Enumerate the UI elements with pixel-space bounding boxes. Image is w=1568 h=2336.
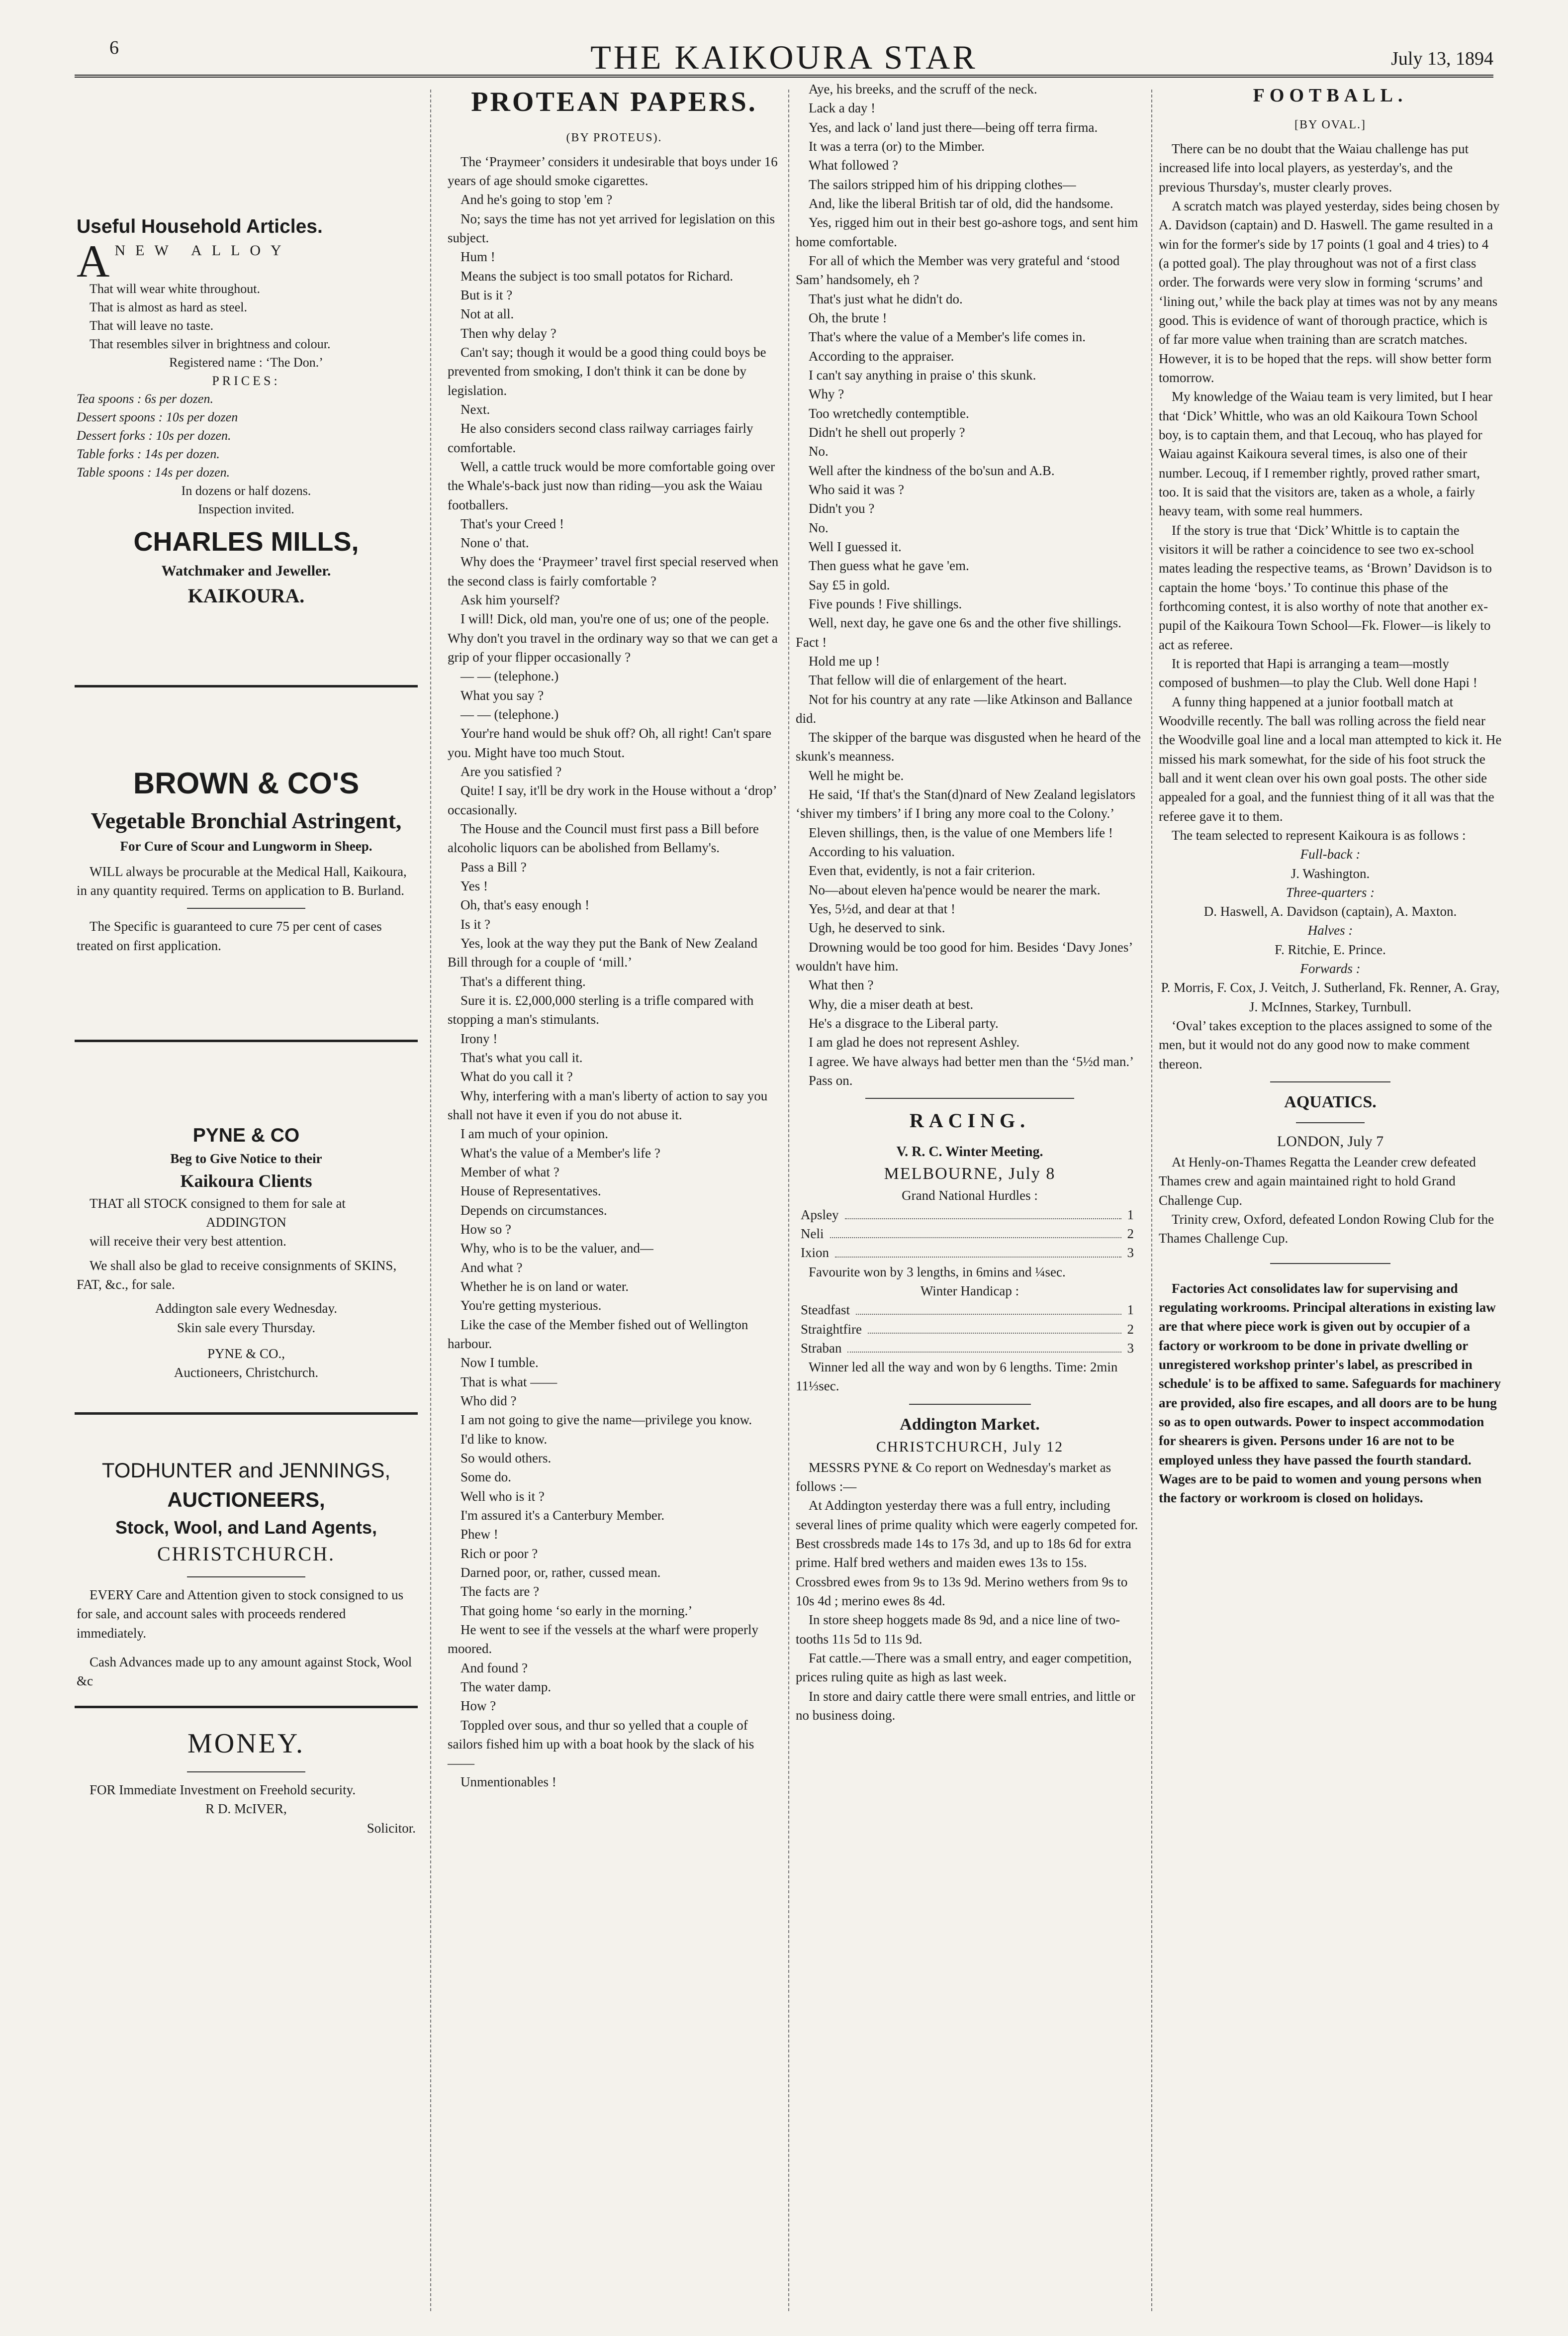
leader-dots — [847, 1339, 1121, 1353]
article-paragraph: Like the case of the Member fished out of Wellington harbour. — [448, 1317, 748, 1351]
race-note: Winner led all the way and won by 6 lengths. Time: 2min 11⅓sec. — [796, 1360, 1118, 1394]
article-paragraph: But is it ? — [461, 287, 513, 302]
article-paragraph: Why, who is to be the valuer, and— — [461, 1241, 653, 1256]
horse-name: Steadfast — [801, 1302, 850, 1318]
horse-name: Apsley — [801, 1207, 839, 1222]
article-paragraph: Toppled over sous, and thur so yelled that a couple of sailors fished him up with a boat hook by the slack of his—— — [448, 1717, 754, 1771]
article-paragraph: According to the appraiser. — [809, 348, 954, 364]
article-paragraph: I'd like to know. — [461, 1431, 548, 1447]
brown-co-ad — [75, 698, 418, 955]
advertiser-name: PYNE & CO — [192, 1124, 300, 1146]
ad-divider — [75, 1412, 418, 1415]
article-paragraph: That fellow will die of enlargement of the heart. — [809, 673, 1067, 688]
article-paragraph: — — (telephone.) — [461, 707, 559, 722]
newspaper-title: THE KAIKOURA STAR — [590, 38, 978, 76]
ad-line: That will leave no taste. — [90, 318, 214, 333]
advertisements-column — [75, 80, 418, 2316]
article-paragraph: Fat cattle.—There was a small entry, and eager competition, prices ruling quite as high as last week. — [796, 1650, 1132, 1685]
ad-text: WILL always be procurable at the Medical Hall, Kaikoura, in any quantity required. Terms on application to B. Burland. — [77, 864, 407, 898]
dateline: CHRISTCHURCH, July 12 — [876, 1439, 1064, 1456]
lineup-line: F. Ritchie, E. Prince. — [1275, 942, 1386, 957]
section-rule — [1270, 1081, 1390, 1082]
ad-clients: Kaikoura Clients — [180, 1170, 312, 1191]
article-paragraph: Oh, the brute ! — [809, 310, 887, 325]
article-paragraph: No—about eleven ha'pence would be nearer the mark. — [809, 882, 1101, 897]
article-paragraph: Yes ! — [461, 878, 488, 894]
right-column — [1159, 80, 1502, 2316]
horse-name: Straban — [801, 1340, 842, 1356]
section-rule — [865, 1098, 1074, 1099]
article-paragraph: He also considers second class railway carriages fairly comfortable. — [448, 421, 753, 455]
article-paragraph: Aye, his breeks, and the scruff of the neck. — [809, 82, 1037, 97]
article-paragraph: Yes, and lack o' land just there—being off terra firma. — [809, 119, 1098, 135]
lineup-line: Three-quarters : — [1286, 884, 1375, 900]
article-paragraph: Now I tumble. — [461, 1355, 539, 1370]
article-paragraph: That's your Creed ! — [461, 516, 564, 531]
article-paragraph: In store sheep hoggets made 8s 9d, and a nice line of two-tooths 11s 5d to 11s 9d. — [796, 1612, 1120, 1647]
short-rule — [187, 1771, 306, 1772]
ad-divider — [75, 1040, 418, 1042]
article-paragraph: The team selected to represent Kaikoura is as follows : — [1172, 827, 1466, 843]
ad-text: Skin sale every Thursday. — [177, 1320, 316, 1335]
race-name: Grand National Hurdles : — [902, 1188, 1038, 1203]
article-paragraph: I am glad he does not represent Ashley. — [809, 1035, 1020, 1050]
ad-text: Cash Advances made up to any amount against Stock, Wool &c — [77, 1654, 412, 1689]
article-paragraph: Factories Act consolidates law for supervising and regulating workrooms. Principal alterations in existing law are that where piece work is given out by occupier of a factory or workroom to be done in private dwelling or unregistered workshop printer's label, as prescribed in schedule' is to be affixed to same. Safeguards for machinery are provided, also fire escapes, and all doors are to be hung so as to open outwards. Power to inspect accommodation for shearers is given. Persons under 16 are not to be employed unless they have passed the fourth standard. Wages are to be paid to women and young persons when the factory or workroom is closed on holidays. — [1159, 1280, 1501, 1506]
article-paragraph: According to his valuation. — [809, 844, 955, 860]
short-rule — [187, 1576, 306, 1577]
article-paragraph: Pass a Bill ? — [461, 859, 527, 875]
article-paragraph: That's where the value of a Member's life comes in. — [809, 329, 1086, 345]
masthead — [75, 20, 1493, 78]
article-paragraph: Is it ? — [461, 916, 490, 932]
advertiser-trade: AUCTIONEERS, — [167, 1488, 325, 1512]
ad-text: Addington sale every Wednesday. — [155, 1301, 337, 1316]
race-name: Winter Handicap : — [920, 1283, 1019, 1298]
article-paragraph: The House and the Council must first pass a Bill before alcoholic liquors can be abolished from Bellamy's. — [448, 821, 759, 856]
price-line: Tea spoons : 6s per dozen. — [77, 391, 213, 406]
column-rule — [788, 90, 789, 2311]
article-paragraph: Yes, look at the way they put the Bank of New Zealand Bill through for a couple of ‘mill.’ — [448, 936, 758, 970]
product-purpose: For Cure of Scour and Lungworm in Sheep. — [120, 839, 372, 854]
article-paragraph: What followed ? — [809, 158, 898, 173]
article-paragraph: What you say ? — [461, 687, 544, 703]
article-paragraph: Whether he is on land or water. — [461, 1278, 629, 1294]
article-paragraph: That going home ‘so early in the morning.’ — [461, 1603, 693, 1618]
article-paragraph: You're getting mysterious. — [461, 1298, 602, 1313]
ad-line: That resembles silver in brightness and colour. — [90, 336, 331, 351]
todhunter-ad — [75, 1426, 418, 1691]
ad-line: That is almost as hard as steel. — [90, 299, 247, 314]
result-row — [796, 1224, 1144, 1243]
article-paragraph: Means the subject is too small potatos for Richard. — [461, 268, 734, 284]
article-paragraph: Who did ? — [461, 1393, 517, 1408]
article-paragraph: Depends on circumstances. — [461, 1202, 607, 1218]
lineup-line: Full-back : — [1300, 847, 1361, 862]
article-paragraph: I agree. We have always had better men than the ‘5½d man.’ — [809, 1054, 1134, 1069]
article-paragraph: Well he might be. — [809, 768, 904, 783]
article-paragraph: Some do. — [461, 1469, 512, 1485]
article-paragraph: None o' that. — [461, 535, 529, 551]
article-paragraph: Hum ! — [461, 249, 495, 265]
article-paragraph: At Addington yesterday there was a full entry, including several lines of prime quality which were eagerly competed for. Best crossbreds made 14s to 17s 3d, and up to 18s 6d for extra prime. Half bred wethers and maiden ewes 13s to 15s. Crossbred ewes from 9s to 13s 9d. Merino wethers from 9s to 10s 4d ; merino ewes 8s 4d. — [796, 1498, 1138, 1608]
article-paragraph: Oh, that's easy enough ! — [461, 897, 590, 913]
advertiser-sub: Stock, Wool, and Land Agents, — [115, 1517, 377, 1538]
article-paragraph: Member of what ? — [461, 1164, 559, 1179]
article-paragraph: Well who is it ? — [461, 1488, 545, 1504]
article-paragraph: He said, ‘If that's the Stan(d)nard of New Zealand legislators ‘shiver my timbers’ if I bring any more coal to the Colony.’ — [796, 787, 1136, 821]
article-paragraph: Who said it was ? — [809, 482, 904, 497]
article-paragraph: A funny thing happened at a junior football match at Woodville recently. The ball was rolling across the field near the Woodville goal line and a local man attempted to kick it. He missed his mark somewhat, for the side of his foot struck the ball and it went clean over his own goal posts. The other side appealed for a goal, and the funniest thing of it all was that the referee gave it to them. — [1159, 694, 1502, 824]
byline: [BY OVAL.] — [1294, 118, 1366, 131]
prices-label: PRICES: — [212, 373, 280, 388]
article-paragraph: He's a disgrace to the Liberal party. — [809, 1016, 999, 1031]
article-paragraph: Unmentionables ! — [461, 1774, 556, 1790]
price-line: Table spoons : 14s per dozen. — [77, 465, 230, 480]
article-body — [1159, 1153, 1502, 1248]
race-results — [796, 1300, 1144, 1358]
article-paragraph: ‘Oval’ takes exception to the places assigned to some of the men, but it would not do any good now to make comment thereon. — [1159, 1018, 1492, 1071]
article-paragraph: Phew ! — [461, 1527, 498, 1542]
article-paragraph: Rich or poor ? — [461, 1546, 538, 1561]
article-paragraph: That's just what he didn't do. — [809, 291, 963, 306]
article-paragraph: If the story is true that ‘Dick’ Whittle is to captain the visitors it will be rather a coincidence to see two ex-school mates leading the respective teams, as ‘Brown’ Davidson is to captain the home ‘boys.’ To continue this phase of the forthcoming contest, it is also worthy of note that another ex-pupil of the Kaikoura Town School—Fk. Flower—is likely to act as referee. — [1159, 522, 1492, 652]
column-rule — [1151, 90, 1152, 2311]
article-paragraph: Why ? — [809, 387, 844, 402]
article-paragraph: Your're hand would be shuk off? Oh, all right! Can't spare you. Might have too much Stout. — [448, 726, 772, 760]
article-paragraph: Yes, rigged him out in their best go-ashore togs, and sent him home comfortable. — [796, 215, 1138, 249]
article-paragraph: Ugh, he deserved to sink. — [809, 920, 945, 936]
ad-line: Inspection invited. — [198, 501, 294, 516]
article-paragraph: And, like the liberal British tar of old, did the handsome. — [809, 195, 1113, 211]
section-title: RACING. — [909, 1109, 1030, 1132]
article-paragraph: And he's going to stop 'em ? — [461, 192, 613, 207]
article-paragraph: It was a terra (or) to the Mimber. — [809, 138, 985, 154]
article-paragraph: Say £5 in gold. — [809, 577, 890, 592]
ad-place: ADDINGTON — [206, 1215, 286, 1230]
price-line: Dessert forks : 10s per dozen. — [77, 428, 231, 443]
ad-line: Registered name : ‘The Don.’ — [169, 355, 323, 370]
advertiser-place: CHRISTCHURCH. — [157, 1543, 335, 1565]
ad-text: We shall also be glad to receive consignments of SKINS, FAT, &c., for sale. — [77, 1258, 397, 1292]
article-paragraph: I'm assured it's a Canterbury Member. — [461, 1507, 665, 1523]
article-paragraph: For all of which the Member was very grateful and ‘stood Sam’ handsomely, eh ? — [796, 253, 1120, 288]
leader-dots — [845, 1205, 1121, 1219]
article-body — [1159, 139, 1502, 845]
short-rule — [1296, 1122, 1365, 1123]
article-paragraph: Not at all. — [461, 306, 514, 322]
ad-divider — [75, 1706, 418, 1708]
article-body-continued — [796, 80, 1144, 1090]
article-paragraph: Well after the kindness of the bo'sun and A.B. — [809, 463, 1055, 478]
horse-name: Neli — [801, 1226, 824, 1241]
article-paragraph: The facts are ? — [461, 1584, 540, 1599]
article-paragraph: No; says the time has not yet arrived for legislation on this subject. — [448, 211, 775, 245]
finish-place: 2 — [1127, 1321, 1134, 1337]
ad-divider — [75, 685, 418, 687]
charles-mills-ad — [75, 80, 418, 610]
ad-text: EVERY Care and Attention given to stock consigned to us for sale, and account sales with proceeds rendered immediately. — [77, 1587, 404, 1641]
article-body — [796, 1458, 1144, 1725]
article-paragraph: Didn't you ? — [809, 501, 875, 516]
ad-text: FOR Immediate Investment on Freehold security. — [90, 1782, 356, 1798]
article-paragraph: Can't say; though it would be a good thing could boys be prevented from smoking, I don't think it can be done by legislation. — [448, 344, 766, 398]
advertiser-name: BROWN & CO'S — [133, 766, 360, 800]
price-line: Table forks : 14s per dozen. — [77, 447, 220, 462]
section-title: AQUATICS. — [1284, 1093, 1377, 1112]
lineup-line: Forwards : — [1300, 961, 1361, 976]
price-line: Dessert spoons : 10s per dozen — [77, 410, 238, 425]
leader-dots — [830, 1224, 1121, 1238]
article-paragraph: Irony ! — [461, 1031, 498, 1046]
article-paragraph: In store and dairy cattle there were small entries, and little or no business doing. — [796, 1688, 1135, 1723]
byline: (BY PROTEUS). — [566, 131, 662, 144]
lineup-line: P. Morris, F. Cox, J. Veitch, J. Sutherland, Fk. Renner, A. Gray, J. McInnes, Starkey, Turnbull. — [1161, 980, 1500, 1014]
leader-dots — [835, 1243, 1121, 1257]
finish-place: 2 — [1127, 1226, 1134, 1241]
article-paragraph: That's a different thing. — [461, 973, 586, 989]
horse-name: Straightfire — [801, 1321, 862, 1337]
article-paragraph: A scratch match was played yesterday, sides being chosen by A. Davidson (captain) and D. Haswell. The game resulted in a win for the former's side by 17 points (1 goal and 4 tries) to 4 (a potted goal). The play throughout was not of a first class order. The forwards were very slow in forming ‘scrums’ and ‘lining out,’ while the back play at times was not by any means good. This is evidence of want of thorough practice, which is of far more value when training than are scratch matches. However, it is to be hoped that the reps. will show better form tomorrow. — [1159, 198, 1500, 385]
article-paragraph: Lack a day ! — [809, 100, 876, 116]
short-rule — [187, 908, 306, 909]
article-paragraph: Too wretchedly contemptible. — [809, 405, 969, 421]
article-paragraph: No. — [809, 444, 829, 459]
article-paragraph: Then guess what he gave 'em. — [809, 558, 969, 574]
article-paragraph: I can't say anything in praise o' this skunk. — [809, 367, 1036, 383]
ad-line: In dozens or half dozens. — [181, 483, 311, 498]
ad-signature: PYNE & CO., — [207, 1346, 285, 1362]
dateline: MELBOURNE, July 8 — [884, 1164, 1056, 1183]
article-paragraph: The water damp. — [461, 1679, 552, 1694]
ad-signature: Solicitor. — [367, 1820, 416, 1836]
dateline: LONDON, July 7 — [1277, 1133, 1384, 1150]
article-paragraph: Well I guessed it. — [809, 539, 902, 554]
article-paragraph: He went to see if the vessels at the wharf were properly moored. — [448, 1622, 759, 1656]
ad-text: The Specific is guaranteed to cure 75 per cent of cases treated on first application. — [77, 919, 382, 953]
article-paragraph: Next. — [461, 401, 490, 417]
article-paragraph: Ask him yourself? — [461, 592, 560, 608]
result-row — [796, 1205, 1144, 1224]
lineup-line: D. Haswell, A. Davidson (captain), A. Maxton. — [1203, 904, 1457, 919]
product-name: Vegetable Bronchial Astringent, — [91, 808, 402, 833]
article-paragraph: Hold me up ! — [809, 653, 880, 669]
ad-signature: Auctioneers, Christchurch. — [174, 1365, 319, 1380]
article-paragraph: Are you satisfied ? — [461, 764, 562, 779]
result-row — [796, 1300, 1144, 1319]
article-paragraph: It is reported that Hapi is arranging a team—mostly composed of bushmen—to play the Club. Well done Hapi ! — [1159, 656, 1477, 690]
ad-lead: NEW ALLOY — [114, 242, 291, 259]
article-paragraph: Well, next day, he gave one 6s and the other five shillings. Fact ! — [796, 615, 1121, 650]
ad-heading: Useful Household Articles. — [77, 216, 323, 237]
ad-text: THAT all STOCK consigned to them for sale at — [90, 1195, 346, 1211]
article-paragraph: How so ? — [461, 1221, 511, 1237]
leader-dots — [868, 1320, 1121, 1334]
team-lineup — [1159, 845, 1502, 1016]
article-paragraph: Pass on. — [809, 1073, 853, 1088]
article-paragraph: Drowning would be too good for him. Besides ‘Davy Jones’ wouldn't have him. — [796, 939, 1132, 974]
pyne-co-ad — [75, 1053, 418, 1382]
ad-line: That will wear white throughout. — [90, 281, 260, 296]
article-paragraph: I am much of your opinion. — [461, 1126, 608, 1142]
article-paragraph: What then ? — [809, 977, 874, 993]
result-row — [796, 1243, 1144, 1262]
article-paragraph: Eleven shillings, then, is the value of one Members life ! — [809, 825, 1113, 840]
article-paragraph: No. — [809, 520, 829, 535]
ad-subtitle: Beg to Give Notice to their — [170, 1151, 322, 1167]
middle-column — [796, 80, 1144, 2316]
article-paragraph: Trinity crew, Oxford, defeated London Rowing Club for the Thames Challenge Cup. — [1159, 1211, 1494, 1246]
article-paragraph: The ‘Praymeer’ considers it undesirable that boys under 16 years of age should smoke cigarettes. — [448, 154, 778, 188]
article-paragraph: Why does the ‘Praymeer’ travel first special reserved when the second class is fairly comfortable ? — [448, 554, 779, 588]
article-paragraph: I am not going to give the name—privilege you know. — [461, 1412, 752, 1428]
advertiser-name: TODHUNTER and JENNINGS, — [101, 1458, 391, 1482]
finish-place: 3 — [1127, 1340, 1134, 1356]
racing-subtitle: V. R. C. Winter Meeting. — [896, 1144, 1043, 1160]
article-paragraph: There can be no doubt that the Waiau challenge has put increased life into local players, as yesterday's, and the previous Thursday's, muster clearly proves. — [1159, 141, 1469, 195]
section-title: Addington Market. — [900, 1415, 1040, 1434]
article-paragraph: What do you call it ? — [461, 1069, 573, 1084]
article-body — [448, 152, 781, 1792]
article-paragraph: Quite! I say, it'll be dry work in the House without a ‘drop’ occasionally. — [448, 783, 776, 817]
article-paragraph: MESSRS PYNE & Co report on Wednesday's market as follows :— — [796, 1460, 1111, 1494]
race-note: Favourite won by 3 lengths, in 6mins and ¼sec. — [809, 1264, 1066, 1279]
ad-title: MONEY. — [187, 1728, 305, 1759]
article-paragraph: And found ? — [461, 1660, 528, 1675]
protean-papers-column — [448, 80, 781, 2316]
advertiser-place: KAIKOURA. — [187, 584, 305, 607]
article-paragraph: Why, die a miser death at best. — [809, 996, 974, 1012]
section-title: FOOTBALL. — [1253, 85, 1408, 106]
article-paragraph: Why, interfering with a man's liberty of action to say you shall not have it even if you do not abuse it. — [448, 1088, 768, 1122]
article-paragraph: Well, a cattle truck would be more comfortable going over the Whale's-back just now than riding—you ask the Waiau footballers. — [448, 459, 775, 512]
ad-signature: R D. McIVER, — [205, 1801, 287, 1817]
article-paragraph: At Henly-on-Thames Regatta the Leander crew defeated Thames crew and again maintained right to hold Grand Challenge Cup. — [1159, 1154, 1476, 1208]
finish-place: 1 — [1127, 1207, 1134, 1222]
article-paragraph: The skipper of the barque was disgusted when he heard of the skunk's meanness. — [796, 730, 1141, 764]
article-paragraph: And what ? — [461, 1260, 523, 1275]
article-paragraph: — — (telephone.) — [461, 669, 559, 684]
article-paragraph: House of Representatives. — [461, 1183, 601, 1199]
finish-place: 1 — [1127, 1302, 1134, 1318]
article-paragraph: Yes, 5½d, and dear at that ! — [809, 901, 955, 917]
advertiser-trade: Watchmaker and Jeweller. — [161, 563, 331, 580]
column-rule — [430, 90, 431, 2311]
article-paragraph: The sailors stripped him of his dripping clothes— — [809, 177, 1076, 192]
page-number: 6 — [109, 37, 119, 58]
article-paragraph: That is what —— — [461, 1374, 557, 1389]
advertiser-name: CHARLES MILLS, — [133, 526, 359, 557]
article-paragraph: My knowledge of the Waiau team is very limited, but I hear that ‘Dick’ Whittle, who was an old Kaikoura Town School boy, is to captain them, and that Lecouq, who has played for Waiau against Kaikoura several times, is also one of their number. Lecouq, if I remember rightly, proved rather smart, too. It is said that the visitors are, taken as a whole, a fairly heavy team, with some real hummers. — [1159, 389, 1493, 519]
race-results — [796, 1205, 1144, 1263]
article-paragraph: Even that, evidently, is not a fair criterion. — [809, 863, 1035, 878]
section-rule — [909, 1404, 1031, 1405]
article-paragraph: Sure it is. £2,000,000 sterling is a trifle compared with stopping a man's stimulants. — [448, 993, 754, 1027]
article-paragraph: I will! Dick, old man, you're one of us; one of the people. Why don't you travel in the ordinary way so that we can get a grip of your flipper occasionally ? — [448, 611, 778, 665]
article-paragraph: Darned poor, or, rather, cussed mean. — [461, 1564, 661, 1580]
finish-place: 3 — [1127, 1245, 1134, 1261]
horse-name: Ixion — [801, 1245, 829, 1261]
drop-cap: A — [77, 236, 110, 287]
money-ad — [75, 1719, 418, 1838]
section-rule — [1270, 1263, 1390, 1264]
article-paragraph: Not for his country at any rate —like Atkinson and Ballance did. — [796, 691, 1132, 726]
result-row — [796, 1320, 1144, 1339]
article-paragraph: How ? — [461, 1698, 496, 1714]
section-title: PROTEAN PAPERS. — [471, 87, 757, 117]
article-paragraph: That's what you call it. — [461, 1050, 583, 1066]
issue-date: July 13, 1894 — [1391, 48, 1493, 69]
article-paragraph: What's the value of a Member's life ? — [461, 1145, 660, 1161]
ad-text: will receive their very best attention. — [90, 1234, 286, 1249]
leader-dots — [856, 1300, 1121, 1314]
article-paragraph: So would others. — [461, 1450, 552, 1465]
result-row — [796, 1339, 1144, 1358]
lineup-line: Halves : — [1307, 923, 1353, 938]
lineup-line: J. Washington. — [1291, 866, 1370, 881]
article-paragraph: Five pounds ! Five shillings. — [809, 596, 962, 611]
article-paragraph: Didn't he shell out properly ? — [809, 424, 965, 440]
article-paragraph: Then why delay ? — [461, 325, 556, 341]
